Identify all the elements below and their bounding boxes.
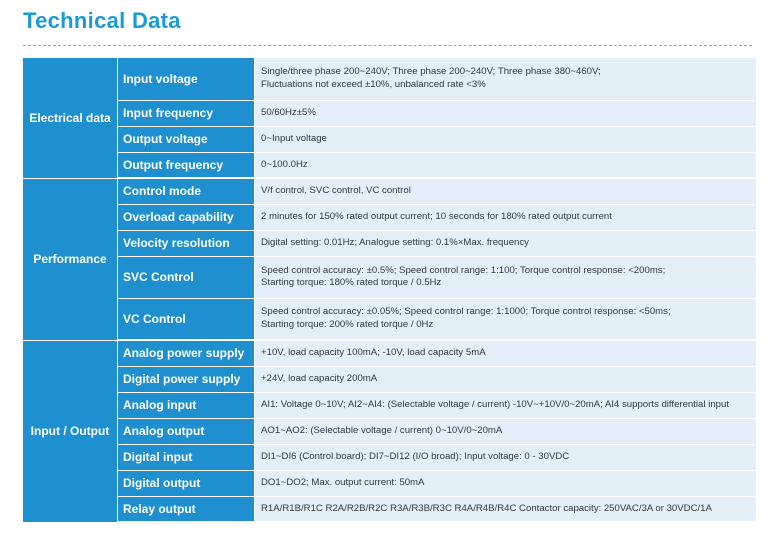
value-line: +24V, load capacity 200mA — [261, 372, 378, 384]
parameter-name: Output frequency — [118, 152, 255, 178]
table-row — [23, 256, 756, 298]
group-label: Input / Output — [23, 340, 118, 522]
page-title: Technical Data — [23, 8, 181, 33]
table-row — [23, 126, 756, 152]
technical-data-table — [23, 58, 756, 523]
table-row — [23, 204, 756, 230]
parameter-value — [255, 418, 757, 444]
parameter-value — [255, 256, 757, 298]
parameter-name: Overload capability — [118, 204, 255, 230]
parameter-value — [255, 126, 757, 152]
parameter-value — [255, 204, 757, 230]
group-label: Performance — [23, 178, 118, 340]
parameter-value — [255, 100, 757, 126]
value-line: AI1: Voltage 0~10V; AI2~AI4: (Selectable voltage / current) -10V~+10V/0~20mA; AI4 supports differential input — [261, 398, 729, 410]
value-line: R1A/R1B/R1C R2A/R2B/R2C R3A/R3B/R3C R4A/R4B/R4C Contactor capacity: 250VAC/3A or 30VDC/1A — [261, 502, 712, 514]
parameter-name: Analog input — [118, 392, 255, 418]
value-line: AO1~AO2: (Selectable voltage / current) 0~10V/0~20mA — [261, 424, 503, 436]
value-line: Speed control accuracy: ±0.5%; Speed control range: 1:100; Torque control response: <200ms; — [261, 264, 666, 276]
parameter-name: Input voltage — [118, 58, 255, 100]
parameter-name: Velocity resolution — [118, 230, 255, 256]
parameter-name: Digital input — [118, 444, 255, 470]
value-line: DI1~DI6 (Control board); DI7~DI12 (I/O broad); Input voltage: 0 - 30VDC — [261, 450, 570, 462]
table-row — [23, 58, 756, 100]
parameter-value — [255, 340, 757, 366]
table-row — [23, 340, 756, 366]
parameter-value — [255, 58, 757, 100]
parameter-value — [255, 230, 757, 256]
value-line: Starting torque: 180% rated torque / 0.5Hz — [261, 277, 442, 288]
parameter-value — [255, 152, 757, 178]
value-line: Starting torque: 200% rated torque / 0Hz — [261, 318, 434, 330]
table-row — [23, 152, 756, 178]
parameter-value — [255, 444, 757, 470]
parameter-name: SVC Control — [118, 256, 255, 298]
parameter-name: Analog power supply — [118, 340, 255, 366]
parameter-name: Control mode — [118, 178, 255, 204]
parameter-name: Input frequency — [118, 100, 255, 126]
value-line: Digital setting: 0.01Hz; Analogue setting: 0.1%×Max. frequency — [261, 236, 529, 248]
value-line: +10V, load capacity 100mA; -10V, load capacity 5mA — [261, 347, 486, 358]
value-line: Speed control accuracy: ±0.05%; Speed control range: 1:1000; Torque control response: <50ms; — [261, 306, 671, 318]
parameter-name: Digital power supply — [118, 366, 255, 392]
table-row — [23, 100, 756, 126]
value-line: DO1~DO2; Max. output current: 50mA — [261, 476, 425, 488]
table-row — [23, 444, 756, 470]
table-row — [23, 496, 756, 522]
parameter-value — [255, 470, 757, 496]
table-row — [23, 392, 756, 418]
value-line: 50/60Hz±5% — [261, 106, 316, 118]
table-row — [23, 298, 756, 340]
parameter-value — [255, 178, 757, 204]
value-line: 0~100.0Hz — [261, 158, 308, 170]
parameter-value — [255, 298, 757, 340]
table-row — [23, 470, 756, 496]
parameter-name: Analog output — [118, 418, 255, 444]
value-line: 2 minutes for 150% rated output current; 10 seconds for 180% rated output current — [261, 210, 612, 222]
parameter-name: VC Control — [118, 298, 255, 340]
table-row — [23, 366, 756, 392]
value-line: V/f control, SVC control, VC control — [261, 185, 411, 196]
title-divider — [23, 45, 752, 46]
value-line: 0~Input voltage — [261, 132, 327, 144]
group-label: Electrical data — [23, 58, 118, 178]
parameter-value — [255, 496, 757, 522]
value-line: Single/three phase 200~240V; Three phase 200~240V; Three phase 380~460V; — [261, 66, 601, 78]
parameter-name: Relay output — [118, 496, 255, 522]
parameter-name: Output voltage — [118, 126, 255, 152]
table-row — [23, 418, 756, 444]
value-line: Fluctuations not exceed ±10%, unbalanced rate <3% — [261, 78, 486, 90]
parameter-name: Digital output — [118, 470, 255, 496]
table-row — [23, 230, 756, 256]
table-row — [23, 178, 756, 204]
parameter-value — [255, 366, 757, 392]
parameter-value — [255, 392, 757, 418]
